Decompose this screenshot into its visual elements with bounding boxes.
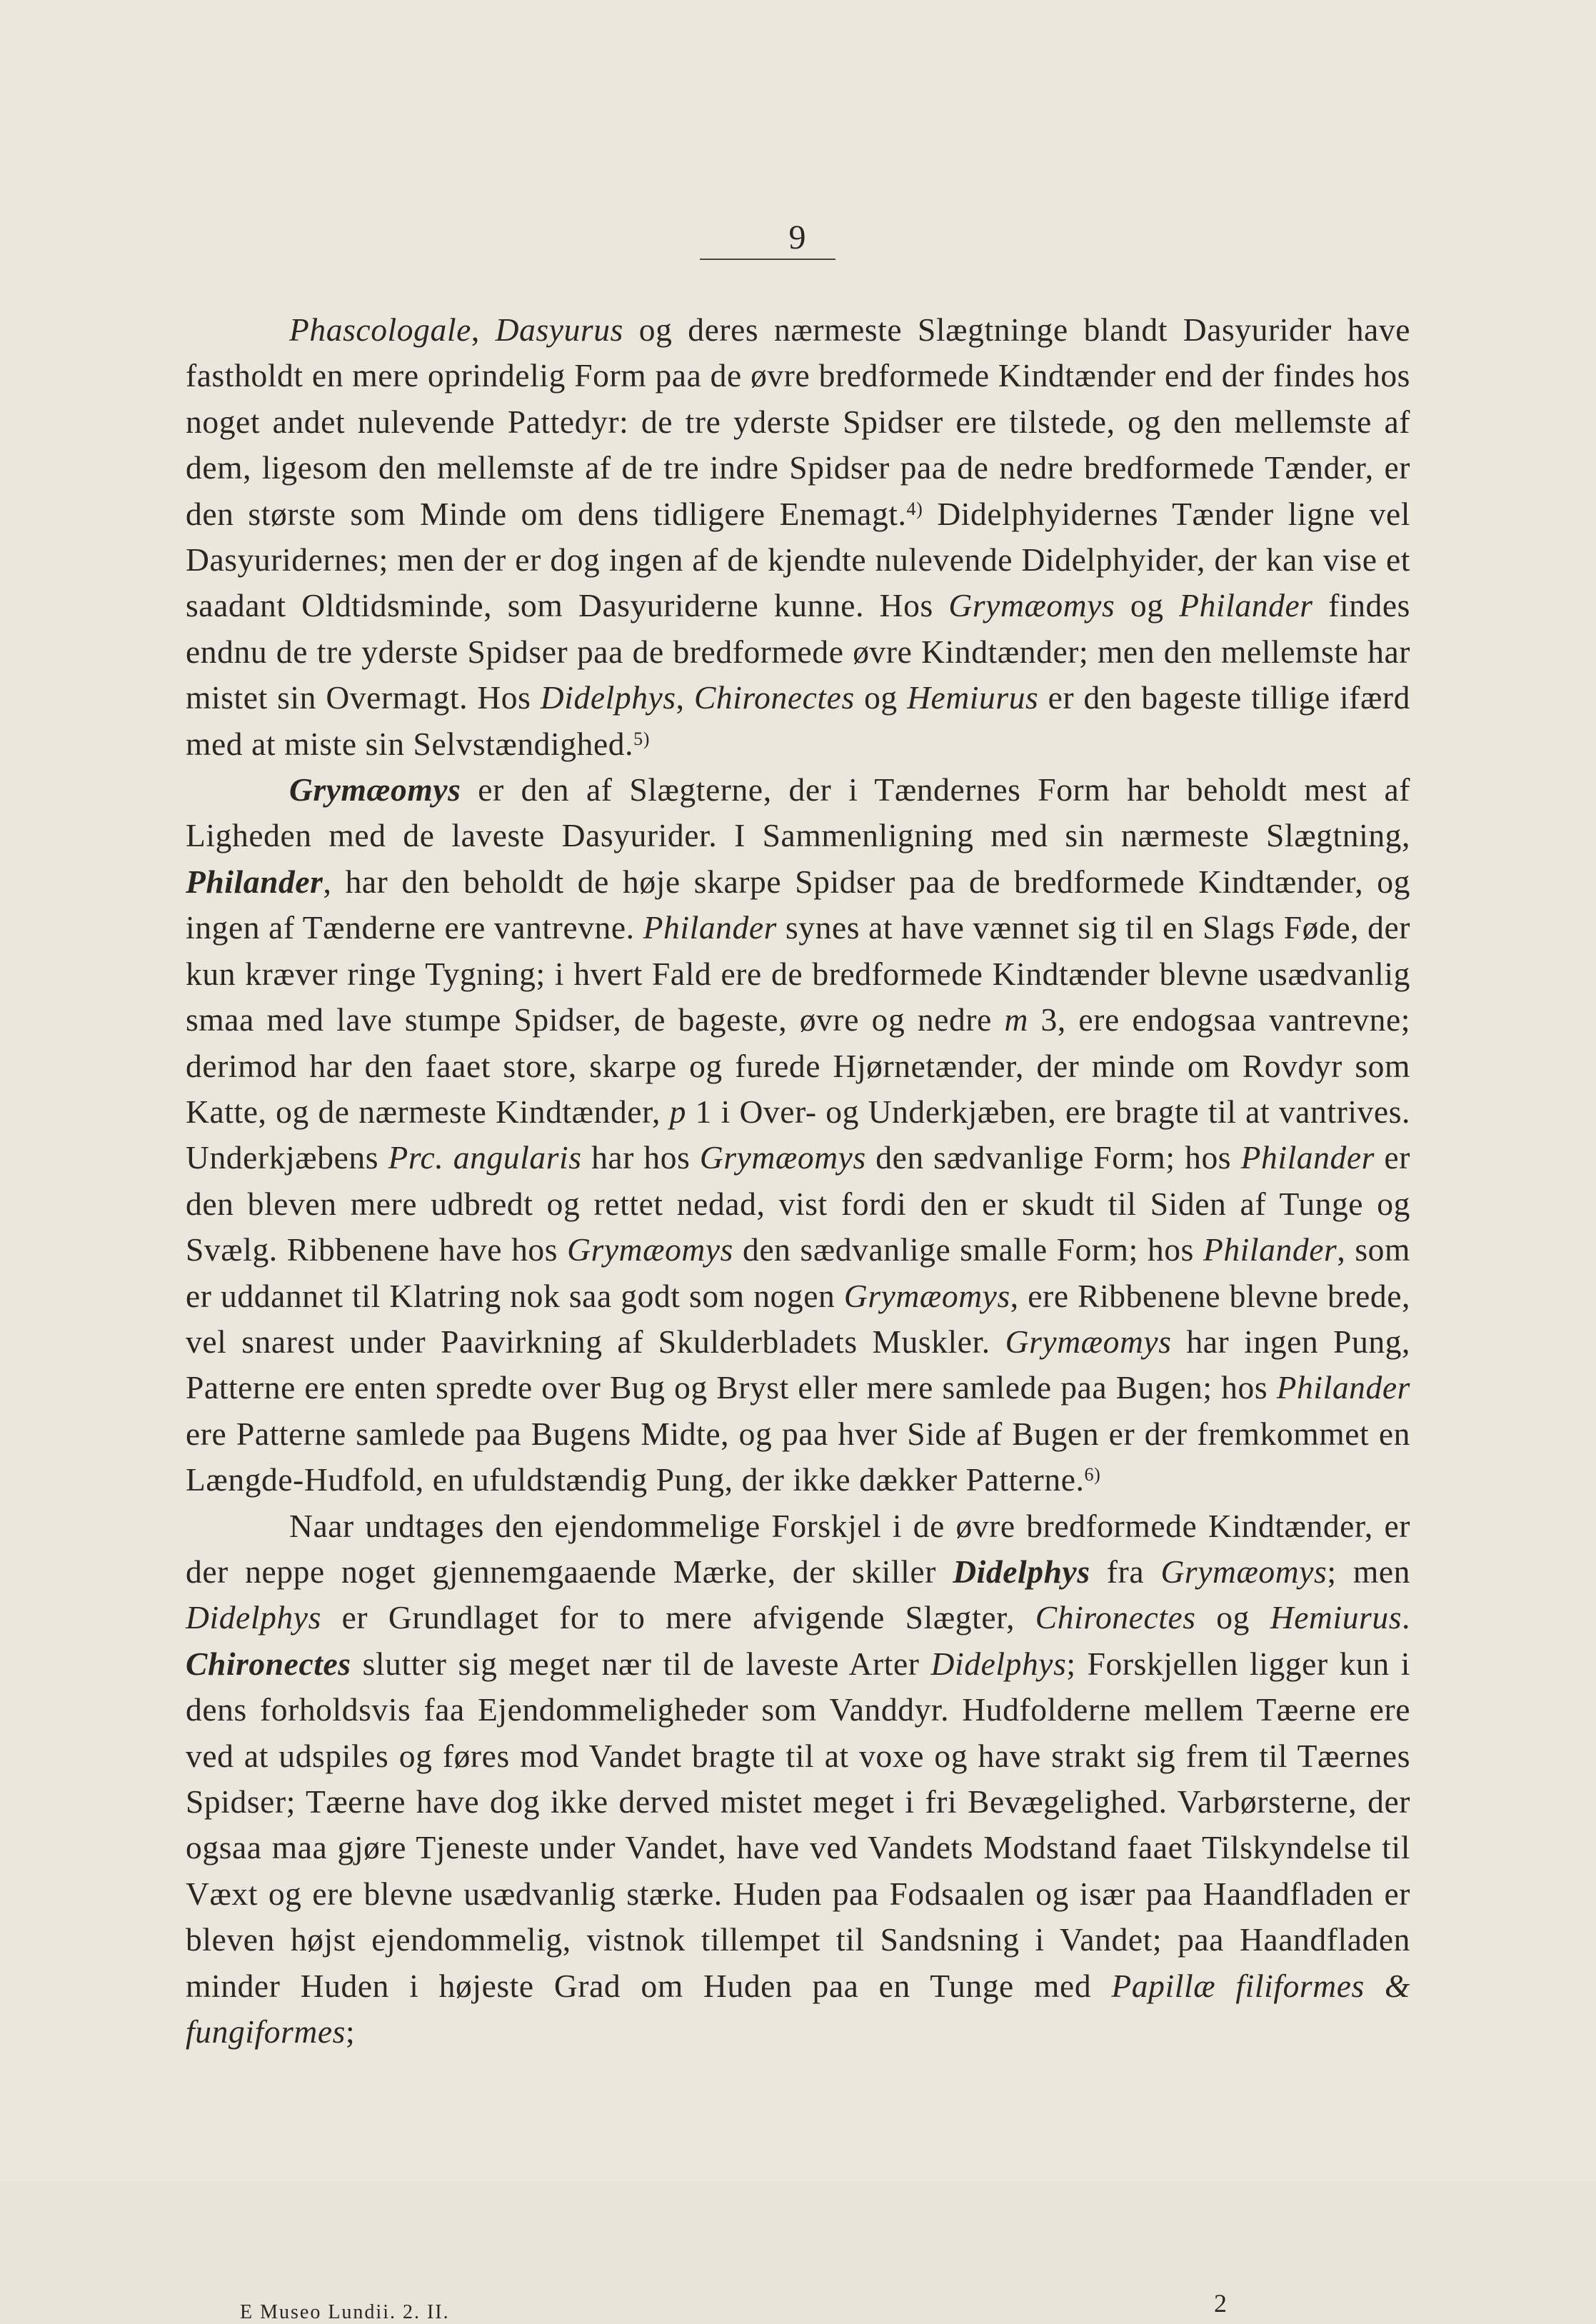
text-run: ; men — [1327, 1553, 1410, 1590]
text-run: er Grundlaget for to mere afvigende Slægter, — [321, 1599, 1035, 1636]
emphasized-term: Didelphys — [953, 1553, 1090, 1590]
footnote-ref: 4) — [906, 498, 923, 519]
italic-term: Prc. angularis — [388, 1139, 582, 1176]
italic-term: Grymæomys — [699, 1139, 866, 1176]
text-run: har hos — [581, 1139, 700, 1176]
italic-term: Philander — [1179, 587, 1313, 624]
text-run: og — [854, 679, 908, 716]
italic-term: Philander — [643, 909, 777, 946]
text-run: og — [1195, 1599, 1270, 1636]
text-run: den sædvanlige Form; hos — [865, 1139, 1241, 1176]
footnote-ref: 6) — [1084, 1464, 1101, 1486]
text-run: er den bleven mere udbredt og rettet nedad, vist fordi den er skudt til Siden af Tunge og Svælg. Ribbenene have hos — [186, 1139, 1410, 1268]
italic-term: Philander — [1240, 1139, 1375, 1176]
text-run: Didelphyidernes Tænder ligne vel Dasyuridernes; men der er dog ingen af de kjendte nulevende Didelphyider, der kan vise et saadant Oldtidsminde, som Dasyuriderne kunne. Hos — [186, 495, 1410, 624]
text-run: , ere Ribbenene blevne brede, vel snarest under Paavirkning af Skulderbladets Muskler. — [186, 1277, 1411, 1360]
text-run: og deres nærmeste Slægtninge blandt Dasyurider have fastholdt en mere oprindelig Form paa de øvre bredformede Kindtænder end der findes hos noget andet nulevende Pattedyr: de tre yderste Spidser ere tilstede, og den mellemste af dem, ligesom den mellemste af de tre indre Spidser paa de nedre bredformede Tænder, er den største som Minde om dens tidligere Enemagt. — [186, 311, 1411, 532]
italic-term: Didelphys — [930, 1645, 1067, 1682]
italic-term: Philander — [1276, 1369, 1410, 1406]
text-run: , har den beholdt de høje skarpe Spidser paa de bredformede Kindtænder, og ingen af Tænderne ere vantrevne. — [186, 863, 1410, 946]
italic-term: Didelphys — [540, 679, 676, 716]
emphasized-term: Philander — [186, 863, 323, 900]
italic-term: m — [1004, 1001, 1028, 1038]
emphasized-term: Chironectes — [186, 1645, 351, 1682]
text-run: , som er uddannet til Klatring nok saa godt som nogen — [186, 1231, 1410, 1314]
footnote-ref: 5) — [633, 728, 650, 749]
italic-term: Grymæomys — [567, 1231, 733, 1268]
text-run: har ingen Pung, Patterne ere enten spredte over Bug og Bryst eller mere samlede paa Bugen; hos — [186, 1323, 1410, 1406]
text-run: synes at have vænnet sig til en Slags Føde, der kun kræver ringe Tygning; i hvert Fald ere de bredformede Kindtænder blevne usædvanlig smaa med lave stumpe Spidser, de bageste, øvre og nedre — [186, 909, 1410, 1038]
text-run: den sædvanlige smalle Form; hos — [733, 1231, 1203, 1268]
text-run: ; — [346, 2013, 356, 2050]
italic-term: Grymæomys — [948, 587, 1115, 624]
italic-term: Chironectes — [1035, 1599, 1196, 1636]
italic-term: Hemiurus — [1270, 1599, 1402, 1636]
page-number-rule — [700, 259, 835, 260]
text-run: fra — [1090, 1553, 1161, 1590]
text-run: , — [676, 679, 694, 716]
emphasized-term: Grymæomys — [289, 771, 461, 808]
italic-term: Chironectes — [693, 679, 855, 716]
text-run: slutter sig meget nær til de laveste Arter — [351, 1645, 931, 1682]
italic-term: Papillæ filiformes & fungiformes — [186, 1967, 1410, 2050]
footer-signature: E Museo Lundii. 2. II. — [240, 2301, 450, 2323]
paragraph — [186, 307, 1410, 767]
italic-term: Grymæomys — [1160, 1553, 1328, 1590]
italic-term: Grymæomys — [843, 1277, 1010, 1314]
italic-term: Hemiurus — [907, 679, 1039, 716]
text-run: ; Forskjellen ligger kun i dens forholdsvis faa Ejendommeligheder som Vanddyr. Hudfolderne mellem Tæerne ere ved at udspiles og føres mod Vandet bragte til at voxe og have strakt sig frem til Tæernes Spidser; Tæerne have dog ikke derved mistet meget i fri Bevægelighed. Varbørsterne, der ogsaa maa gjøre Tjeneste under Vandet, have ved Vandets Modstand faaet Tilskyndelse til Væxt og ere blevne usædvanlig stærke. Huden paa Fodsaalen og især paa Haandfladen er bleven højst ejendommelig, vistnok tillempet til Sandsning i Vandet; paa Haandfladen minder Huden i højeste Grad om Huden paa en Tunge med — [186, 1645, 1410, 2004]
text-run: er den bageste tillige ifærd med at miste sin Selvstændighed. — [186, 679, 1410, 762]
text-run: . — [1402, 1599, 1410, 1636]
italic-term: Dasyurus — [495, 311, 623, 348]
text-run: , — [471, 311, 496, 348]
text-run: 1 i Over- og Underkjæben, ere bragte til at vantrives. Underkjæbens — [186, 1093, 1410, 1176]
paragraph — [186, 1503, 1410, 2055]
italic-term: Philander — [1203, 1231, 1337, 1268]
italic-term: p — [669, 1093, 686, 1130]
text-run: Naar undtages den ejendommelige Forskjel i de øvre bredformede Kindtænder, er der neppe noget gjennemgaaende Mærke, der skiller — [186, 1507, 1410, 1590]
body-text — [186, 307, 1410, 2055]
italic-term: Didelphys — [186, 1599, 321, 1636]
text-run: findes endnu de tre yderste Spidser paa de bredformede øvre Kindtænder; men den mellemste har mistet sin Overmagt. Hos — [186, 587, 1410, 716]
italic-term: Grymæomys — [1005, 1323, 1172, 1360]
text-run: er den af Slægterne, der i Tændernes Form har beholdt mest af Ligheden med de laveste Dasyurider. I Sammenligning med sin nærmeste Slægtning, — [186, 771, 1410, 854]
paragraph — [186, 767, 1410, 1503]
page-number: 9 — [788, 219, 808, 256]
text-run: 3, ere endogsaa vantrevne; derimod har den faaet store, skarpe og furede Hjørnetænder, der minde om Rovdyr som Katte, og de nærmeste Kindtænder, — [186, 1001, 1410, 1130]
footer-sheet-number: 2 — [1214, 2289, 1227, 2318]
italic-term: Phascologale — [289, 311, 471, 348]
text-run: ere Patterne samlede paa Bugens Midte, og paa hver Side af Bugen er der fremkommet en Længde-Hudfold, en ufuldstændig Pung, der ikke dækker Patterne. — [186, 1415, 1410, 1498]
text-run: og — [1115, 587, 1180, 624]
